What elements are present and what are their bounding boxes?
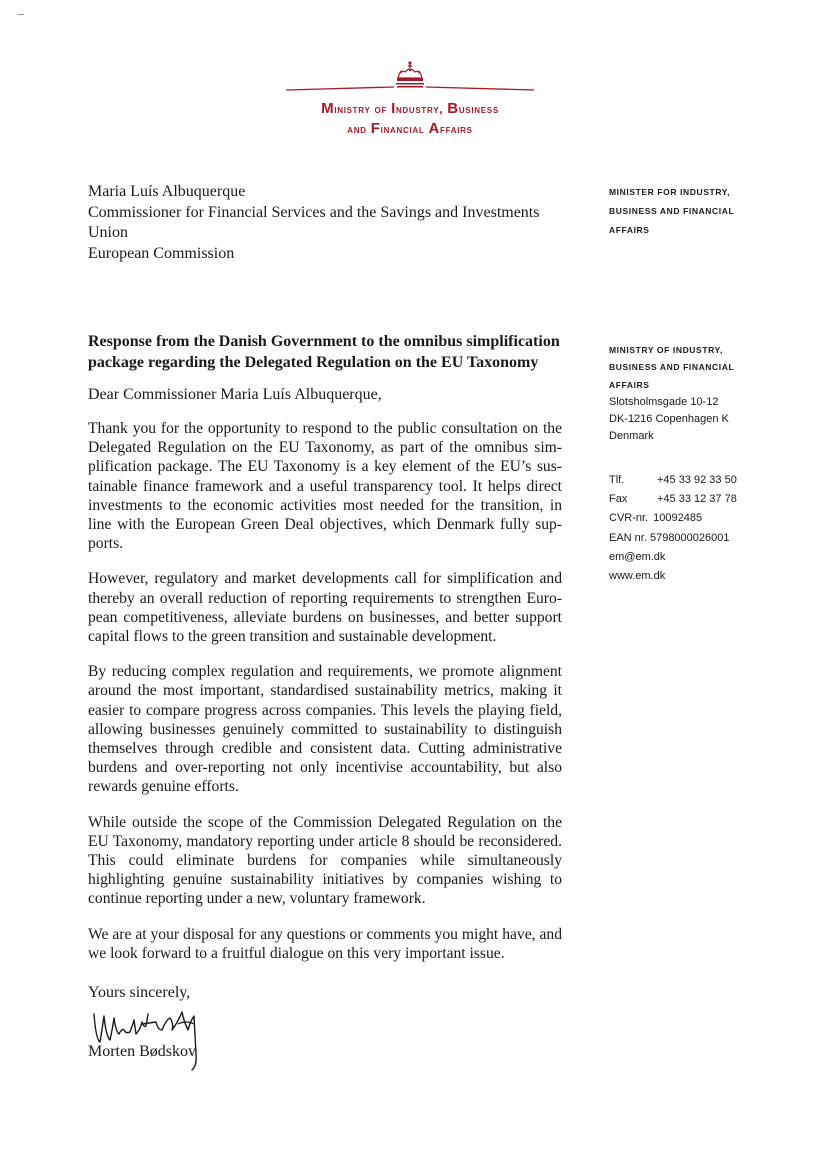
body-paragraph: While outside the scope of the Commission Delegated Regulation on the EU Taxonomy, mandatory reporting under article 8 should be reconsidered. This could eliminate burdens for companies while simultaneously highlighting genuine sustainability initiatives by companies wishing to continue reporting under a new, voluntary framework.	[88, 813, 562, 908]
body-paragraph: By reducing complex regulation and requirements, we promote alignment around the most important, standardised sustainability metrics, making it easier to compare progress across companies. This levels the playing field, allowing businesses genuinely committed to sustainability to distinguish themselves through credible and consistent data. Cutting administrative burdens and over-reporting not only incentivise accountability, but also rewards genuine efforts.	[88, 663, 562, 796]
scan-mark	[18, 14, 24, 15]
sender-header-line: BUSINESS AND FINANCIAL	[609, 206, 735, 216]
address-country: Denmark	[609, 430, 654, 443]
recipient-block	[88, 182, 558, 264]
fax-label: Fax	[609, 493, 628, 506]
address-org-line: BUSINESS AND FINANCIAL	[609, 362, 735, 373]
address-org-line: MINISTRY OF INDUSTRY,	[609, 345, 723, 355]
contact-phone	[609, 471, 819, 490]
closing: Yours sincerely,	[88, 984, 191, 1001]
recipient-organisation: European Commission	[88, 244, 235, 262]
contact-email: em@em.dk	[609, 550, 666, 563]
ministry-letterhead	[250, 99, 570, 139]
cvr-label: CVR-nr.	[609, 512, 649, 525]
salutation: Dear Commissioner Maria Luís Albuquerque,	[88, 386, 382, 403]
address-org-line: AFFAIRS	[609, 379, 650, 390]
letter-subject: Response from the Danish Government to the omnibus simplification package regarding the Delegated Regulation on the EU Taxonomy	[88, 333, 560, 371]
body-paragraph: Thank you for the opportunity to respond to the public consultation on the Delegated Regulation on the EU Taxonomy, as part of the omnibus simplification package. The EU Taxonomy is a key element of the EU’s sustainable finance framework and a useful transparency tool. It helps direct investments to the economic activities most needed for the transition, in line with the European Green Deal objectives, which Denmark fully supports.	[88, 420, 562, 553]
sender-header-line: MINISTER FOR INDUSTRY,	[609, 187, 731, 197]
recipient-name: Maria Luís Albuquerque	[88, 183, 246, 200]
contact-website: www.em.dk	[609, 570, 666, 583]
phone-number: +45 33 92 33 50	[657, 474, 737, 486]
signer-name: Morten Bødskov	[88, 1043, 196, 1060]
body-paragraph: However, regulatory and market developments call for simplification and thereby an overall reduction of reporting requirements to strengthen European competitiveness, alleviate burdens on businesses, and better support capital flows to the green transition and sustainable development.	[88, 570, 562, 646]
ministry-address	[609, 342, 819, 446]
letter-body	[88, 419, 562, 979]
letterhead-line-2: and Financial Affairs	[347, 120, 473, 137]
ministry-contact	[609, 471, 819, 586]
recipient-title-line-1: Commissioner for Financial Services and the Savings and Investments	[88, 203, 540, 221]
contact-fax	[609, 490, 819, 509]
contact-ean: EAN nr. 5798000026001	[609, 531, 730, 544]
body-paragraph: We are at your disposal for any questions or comments you might have, and we look forward to a fruitful dialogue on this very important issue.	[88, 925, 562, 962]
contact-cvr	[609, 509, 819, 528]
sender-header	[609, 183, 809, 240]
address-city: DK-1216 Copenhagen K	[609, 413, 729, 426]
recipient-title-line-2: Union	[88, 224, 128, 241]
sender-header-line: AFFAIRS	[609, 225, 650, 235]
fax-number: +45 33 12 37 78	[657, 493, 737, 506]
letterhead-line-1: Ministry of Industry, Business	[321, 100, 499, 117]
phone-label: Tlf.	[609, 474, 625, 486]
cvr-number: 10092485	[653, 512, 703, 525]
address-street: Slotsholmsgade 10-12	[609, 395, 719, 408]
royal-crown-crest-icon	[270, 60, 550, 100]
